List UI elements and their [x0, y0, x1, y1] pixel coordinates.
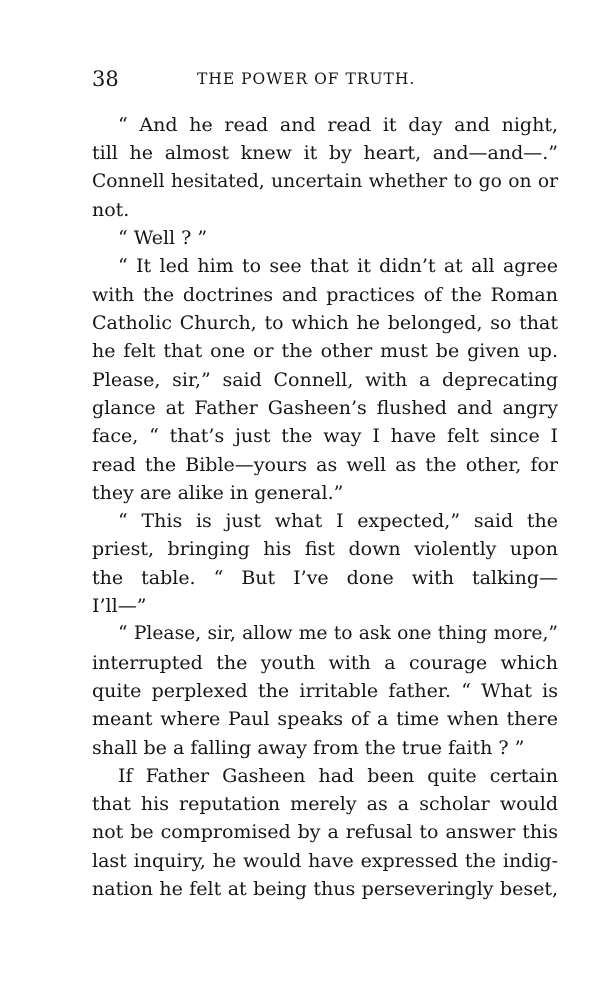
body-text [92, 111, 558, 903]
text-line: nation he felt at being thus perseveringly beset, [92, 878, 558, 901]
text-line: Catholic Church, to which he belonged, so that [92, 312, 558, 335]
text-line: the table. “ But I’ve done with talking— [92, 566, 558, 589]
text-line: Connell hesitated, uncertain whether to go on or [92, 170, 558, 192]
text-line: “ This is just what I expected,” said the [118, 510, 558, 533]
text-line: last inquiry, he would have expressed the indig- [92, 849, 558, 872]
text-line: not. [92, 198, 130, 221]
text-line: quite perplexed the irritable father. “ What is [92, 679, 558, 702]
text-line: If Father Gasheen had been quite certain [118, 764, 558, 787]
text-line: meant where Paul speaks of a time when there [92, 708, 558, 731]
text-line: “ Well ? ” [118, 227, 208, 250]
text-line: shall be a falling away from the true faith ? ” [92, 736, 525, 759]
text-line: read the Bible—yours as well as the other, for [92, 453, 558, 476]
running-head [92, 64, 558, 94]
text-line: interrupted the youth with a courage which [92, 651, 558, 674]
text-line: with the doctrines and practices of the Roman [92, 283, 558, 306]
text-line: I’ll—” [92, 595, 147, 618]
text-line: glance at Father Gasheen’s flushed and angry [92, 396, 558, 419]
text-line: priest, bringing his fist down violently upon [92, 538, 558, 561]
running-title: THE POWER OF TRUTH. [197, 70, 416, 88]
text-line: “ Please, sir, allow me to ask one thing more,” [118, 623, 558, 645]
text-line: not be compromised by a refusal to answer this [92, 821, 558, 844]
text-line: till he almost knew it by heart, and—and—.” [92, 142, 558, 165]
text-line: face, “ that’s just the way I have felt since I [92, 425, 558, 448]
text-line: they are alike in general.” [92, 481, 344, 504]
text-line: “ And he read and read it day and night, [118, 114, 558, 136]
text-line: “ It led him to see that it didn’t at all agree [118, 255, 558, 278]
text-line: he felt that one or the other must be given up. [92, 340, 558, 363]
page-number: 38 [92, 67, 119, 91]
text-line: that his reputation merely as a scholar would [92, 793, 558, 816]
text-line: Please, sir,” said Connell, with a deprecating [92, 368, 558, 391]
